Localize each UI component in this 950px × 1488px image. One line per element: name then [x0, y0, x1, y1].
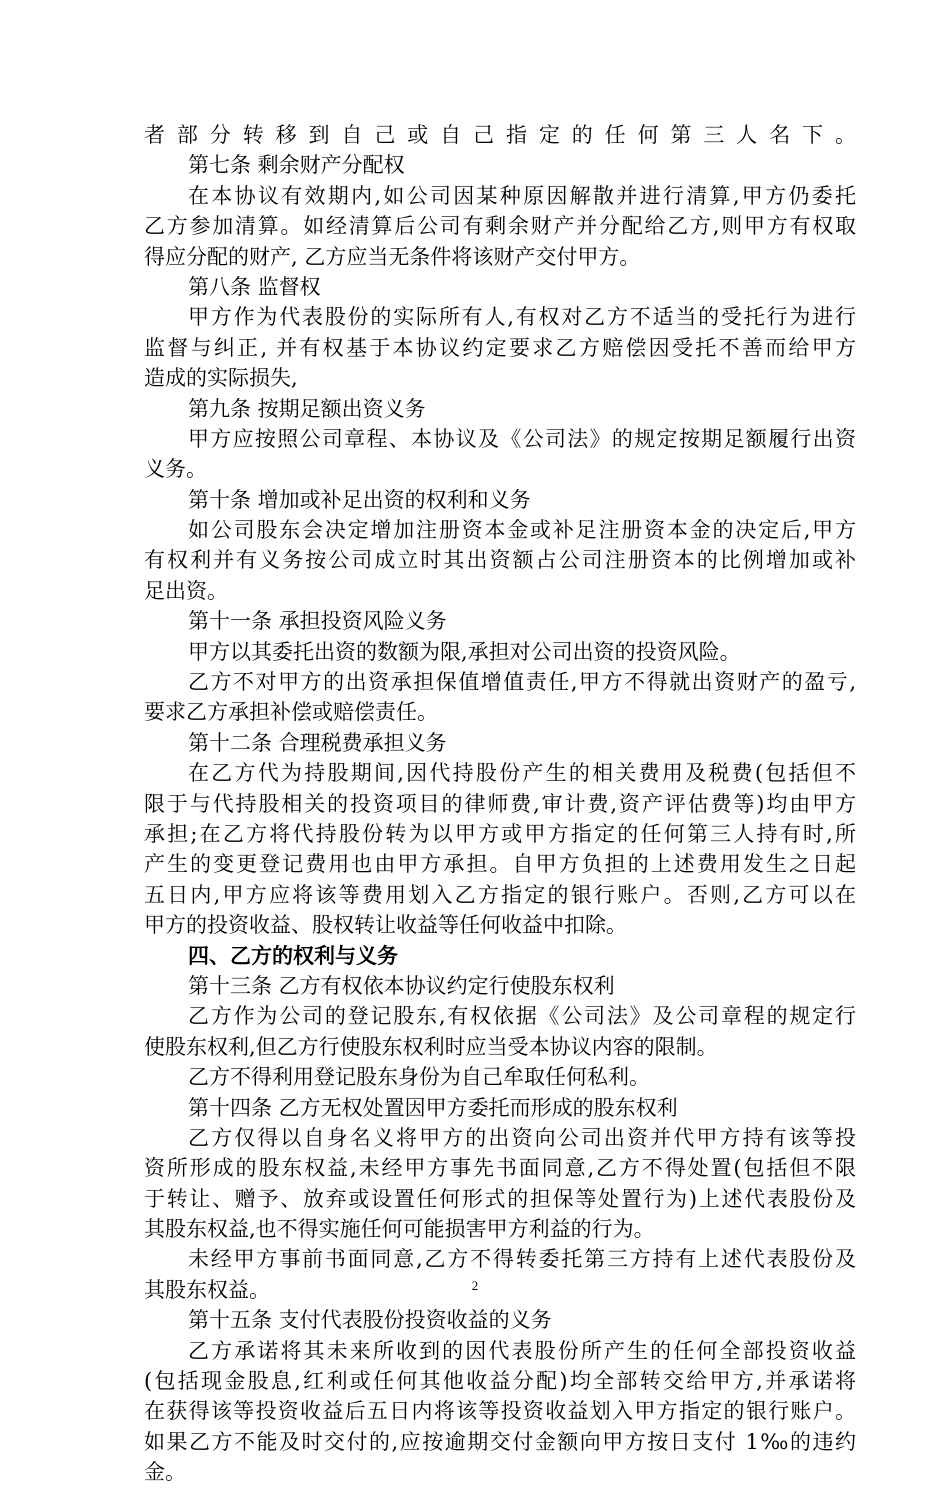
text-line: 乙方参加清算。如经清算后公司有剩余财产并分配给乙方,则甲方有权取 [144, 214, 856, 239]
text-line: 产生的变更登记费用也由甲方承担。自甲方负担的上述费用发生之日起 [144, 852, 856, 877]
article-heading: 第十三条 乙方有权依本协议约定行使股东权利 [188, 973, 615, 998]
article-heading: 第十二条 合理税费承担义务 [188, 730, 447, 755]
article-heading: 第九条 按期足额出资义务 [188, 396, 426, 421]
text-line: 者部分转移到自己或自己指定的任何第三人名下。 [144, 123, 856, 147]
text-line: 如果乙方不能及时交付的,应按逾期交付金额向甲方按日支付 1‰的违约 [144, 1429, 856, 1454]
text-line: 在获得该等投资收益后五日内将该等投资收益划入甲方指定的银行账户。 [144, 1399, 856, 1424]
text-line: 有权利并有义务按公司成立时其出资额占公司注册资本的比例增加或补 [144, 548, 856, 573]
text-line: 在乙方代为持股期间,因代持股份产生的相关费用及税费(包括但不 [188, 761, 856, 786]
text-line: 乙方不得利用登记股东身份为自己牟取任何私利。 [188, 1065, 650, 1090]
text-line: 义务。 [144, 457, 207, 482]
text-line: 在本协议有效期内,如公司因某种原因解散并进行清算,甲方仍委托 [188, 183, 856, 208]
text-line: 限于与代持股相关的投资项目的律师费,审计费,资产评估费等)均由甲方 [144, 791, 856, 816]
article-heading: 第八条 监督权 [188, 274, 321, 299]
text-line: 使股东权利,但乙方行使股东权利时应当受本协议内容的限制。 [144, 1034, 718, 1059]
article-heading: 第十条 增加或补足出资的权利和义务 [188, 487, 531, 512]
text-line: 乙方仅得以自身名义将甲方的出资向公司出资并代甲方持有该等投 [188, 1125, 856, 1150]
article-heading: 第十五条 支付代表股份投资收益的义务 [188, 1308, 552, 1333]
text-line: 五日内,甲方应将该等费用划入乙方指定的银行账户。否则,乙方可以在 [144, 882, 856, 907]
article-heading: 第十四条 乙方无权处置因甲方委托而形成的股东权利 [188, 1095, 678, 1120]
text-line: 甲方的投资收益、股权转让收益等任何收益中扣除。 [144, 913, 627, 938]
text-line: 监督与纠正, 并有权基于本协议约定要求乙方赔偿因受托不善而给甲方 [144, 335, 856, 360]
text-line: 乙方作为公司的登记股东,有权依据《公司法》及公司章程的规定行 [188, 1004, 856, 1029]
page-number: 2 [471, 1278, 479, 1293]
text-line: 资所形成的股东权益,未经甲方事先书面同意,乙方不得处置(包括但不限 [144, 1156, 856, 1181]
text-line: 甲方以其委托出资的数额为限,承担对公司出资的投资风险。 [188, 639, 741, 664]
text-line: 乙方承诺将其未来所收到的因代表股份所产生的任何全部投资收益 [188, 1338, 856, 1363]
text-line: 乙方不对甲方的出资承担保值增值责任,甲方不得就出资财产的盈亏, [188, 670, 856, 695]
text-line: 金。 [144, 1460, 186, 1485]
text-line: 甲方作为代表股份的实际所有人,有权对乙方不适当的受托行为进行 [188, 305, 856, 330]
text-line: 其股东权益,也不得实施任何可能损害甲方利益的行为。 [144, 1217, 655, 1242]
article-heading: 第七条 剩余财产分配权 [188, 153, 405, 178]
text-line: 其股东权益。 [144, 1277, 270, 1302]
text-line: 甲方应按照公司章程、本协议及《公司法》的规定按期足额履行出资 [188, 426, 856, 451]
text-line: 得应分配的财产, 乙方应当无条件将该财产交付甲方。 [144, 244, 641, 269]
text-line: 要求乙方承担补偿或赔偿责任。 [144, 700, 438, 725]
text-line: 造成的实际损失, [144, 366, 298, 391]
text-line: (包括现金股息,红利或任何其他收益分配)均全部转交给甲方,并承诺将 [144, 1369, 856, 1394]
section-heading: 四、乙方的权利与义务 [188, 942, 398, 968]
text-line: 于转让、赠予、放弃或设置任何形式的担保等处置行为)上述代表股份及 [144, 1186, 856, 1211]
text-line: 如公司股东会决定增加注册资本金或补足注册资本金的决定后,甲方 [188, 518, 856, 543]
text-line: 承担;在乙方将代持股份转为以甲方或甲方指定的任何第三人持有时,所 [144, 821, 856, 846]
article-heading: 第十一条 承担投资风险义务 [188, 609, 447, 634]
text-line: 足出资。 [144, 578, 228, 603]
text-line: 未经甲方事前书面同意,乙方不得转委托第三方持有上述代表股份及 [188, 1247, 856, 1272]
